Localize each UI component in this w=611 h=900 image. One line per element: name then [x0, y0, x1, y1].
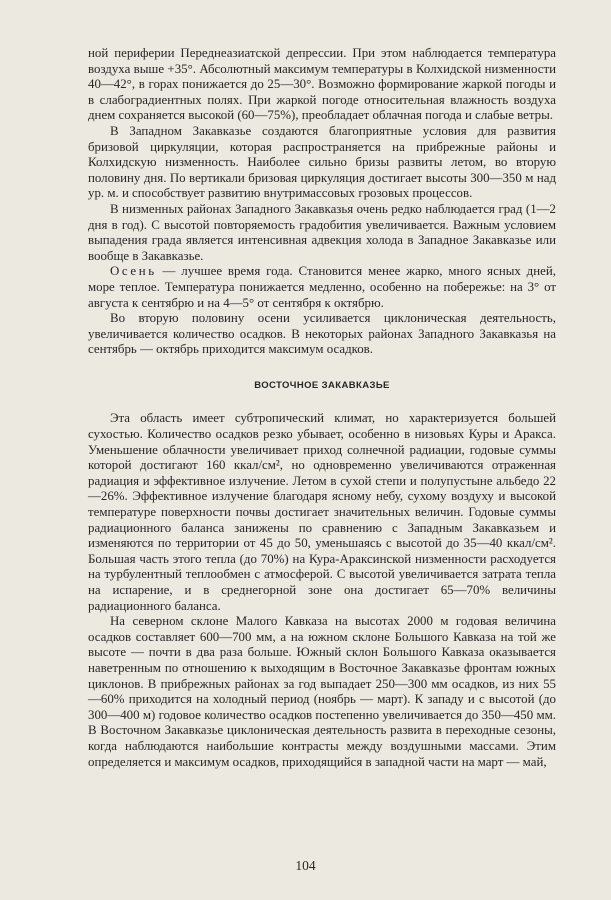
page-number: 104: [295, 858, 316, 873]
paragraph-heat: ной периферии Переднеазиатской депрессии. При этом наблюдается температура воздуха выше +35°. Абсолютный максимум температуры в Колхидской низменности 40—42°, в горах понижается до 25—30°. Возможно формирование жаркой погоды и в слабоградиентных полях. При жаркой погоде относительная влажность воздуха днем сохраняется высокой (60—75%), преобладает облачная погода и слабые ветры.: [88, 46, 556, 123]
paragraph-east-climate: Эта область имеет субтропический климат, но характеризуется большей сухостью. Количество осадков резко убывает, особенно в низовьях Куры и Аракса. Уменьшение облачности увеличивает приход солнечной радиации, годовые суммы которой достигают 160 ккал/см², но одновременно увеличиваются отраженная радиация и эффективное излучение. Летом в сухой степи и полупустыне альбедо 22—26%. Эффективное излучение благодаря ясному небу, сухому воздуху и высокой температуре поверхности почвы достигает значительных величин. Годовые суммы радиационного баланса занижены по сравнению с Западным Закавказьем и изменяются по территории от 45 до 50, уменьшаясь с высотой до 35—40 ккал/см². Большая часть этого тепла (до 70%) на Кура-Араксинской низменности расходуется на турбулентный теплообмен с атмосферой. С высотой увеличивается затрата тепла на испарение, и в среднегорной зоне она достигает 65—70% величины радиационного баланса.: [88, 411, 556, 613]
paragraph-breeze: В Западном Закавказье создаются благоприятные условия для развития бризовой циркуляции, которая распространяется на прибрежные районы и Колхидскую низменность. Наиболее сильно бризы развиты летом, во вторую половину дня. По вертикали бризовая циркуляция достигает высоты 300—350 м над ур. м. и способствует развитию внутримассовых грозовых процессов.: [88, 123, 556, 201]
paragraph-late-autumn: Во вторую половину осени усиливается циклоническая деятельность, увеличивается количество осадков. В некоторых районах Западного Закавказья на сентябрь — октябрь приходится максимум осадков.: [88, 311, 556, 357]
page-text: [88, 46, 556, 770]
section-title: ВОСТОЧНОЕ ЗАКАВКАЗЬЕ: [254, 379, 390, 391]
autumn-word: Осень: [110, 264, 157, 279]
autumn-text: — лучшее время года. Становится менее жарко, много ясных дней, море теплое. Температура понижается медленно, особенно на побережье: на 3° от августа к сентябрю и на 4—5° от сентября к октябрю.: [88, 264, 556, 310]
paragraph-hail: В низменных районах Западного Закавказья очень редко наблюдается град (1—2 дня в год). С высотой повторяемость градобития увеличивается. Важным условием выпадения града является интенсивная адвекция холода в Западное Закавказье или вообще в Закавказье.: [88, 201, 556, 263]
paragraph-autumn: [88, 264, 556, 311]
paragraph-east-precipitation: На северном склоне Малого Кавказа на высотах 2000 м годовая величина осадков составляет 600—700 мм, а на южном склоне Большого Кавказа на той же высоте — почти в два раза больше. Южный склон Большого Кавказа оказывается наветренным по отношению к выходящим в Восточное Закавказье фронтам южных циклонов. В прибрежных районах за год выпадает 250—300 мм осадков, из них 55—60% приходится на холодный период (ноябрь — март). К западу и с высотой (до 300—400 м) годовое количество осадков постепенно увеличивается до 350—450 мм. В Восточном Закавказье циклоническая деятельность развита в переходные сезоны, когда наблюдаются наибольшие контрасты между воздушными массами. Этим определяется и максимум осадков, приходящийся в западной части на март — май,: [88, 614, 556, 769]
